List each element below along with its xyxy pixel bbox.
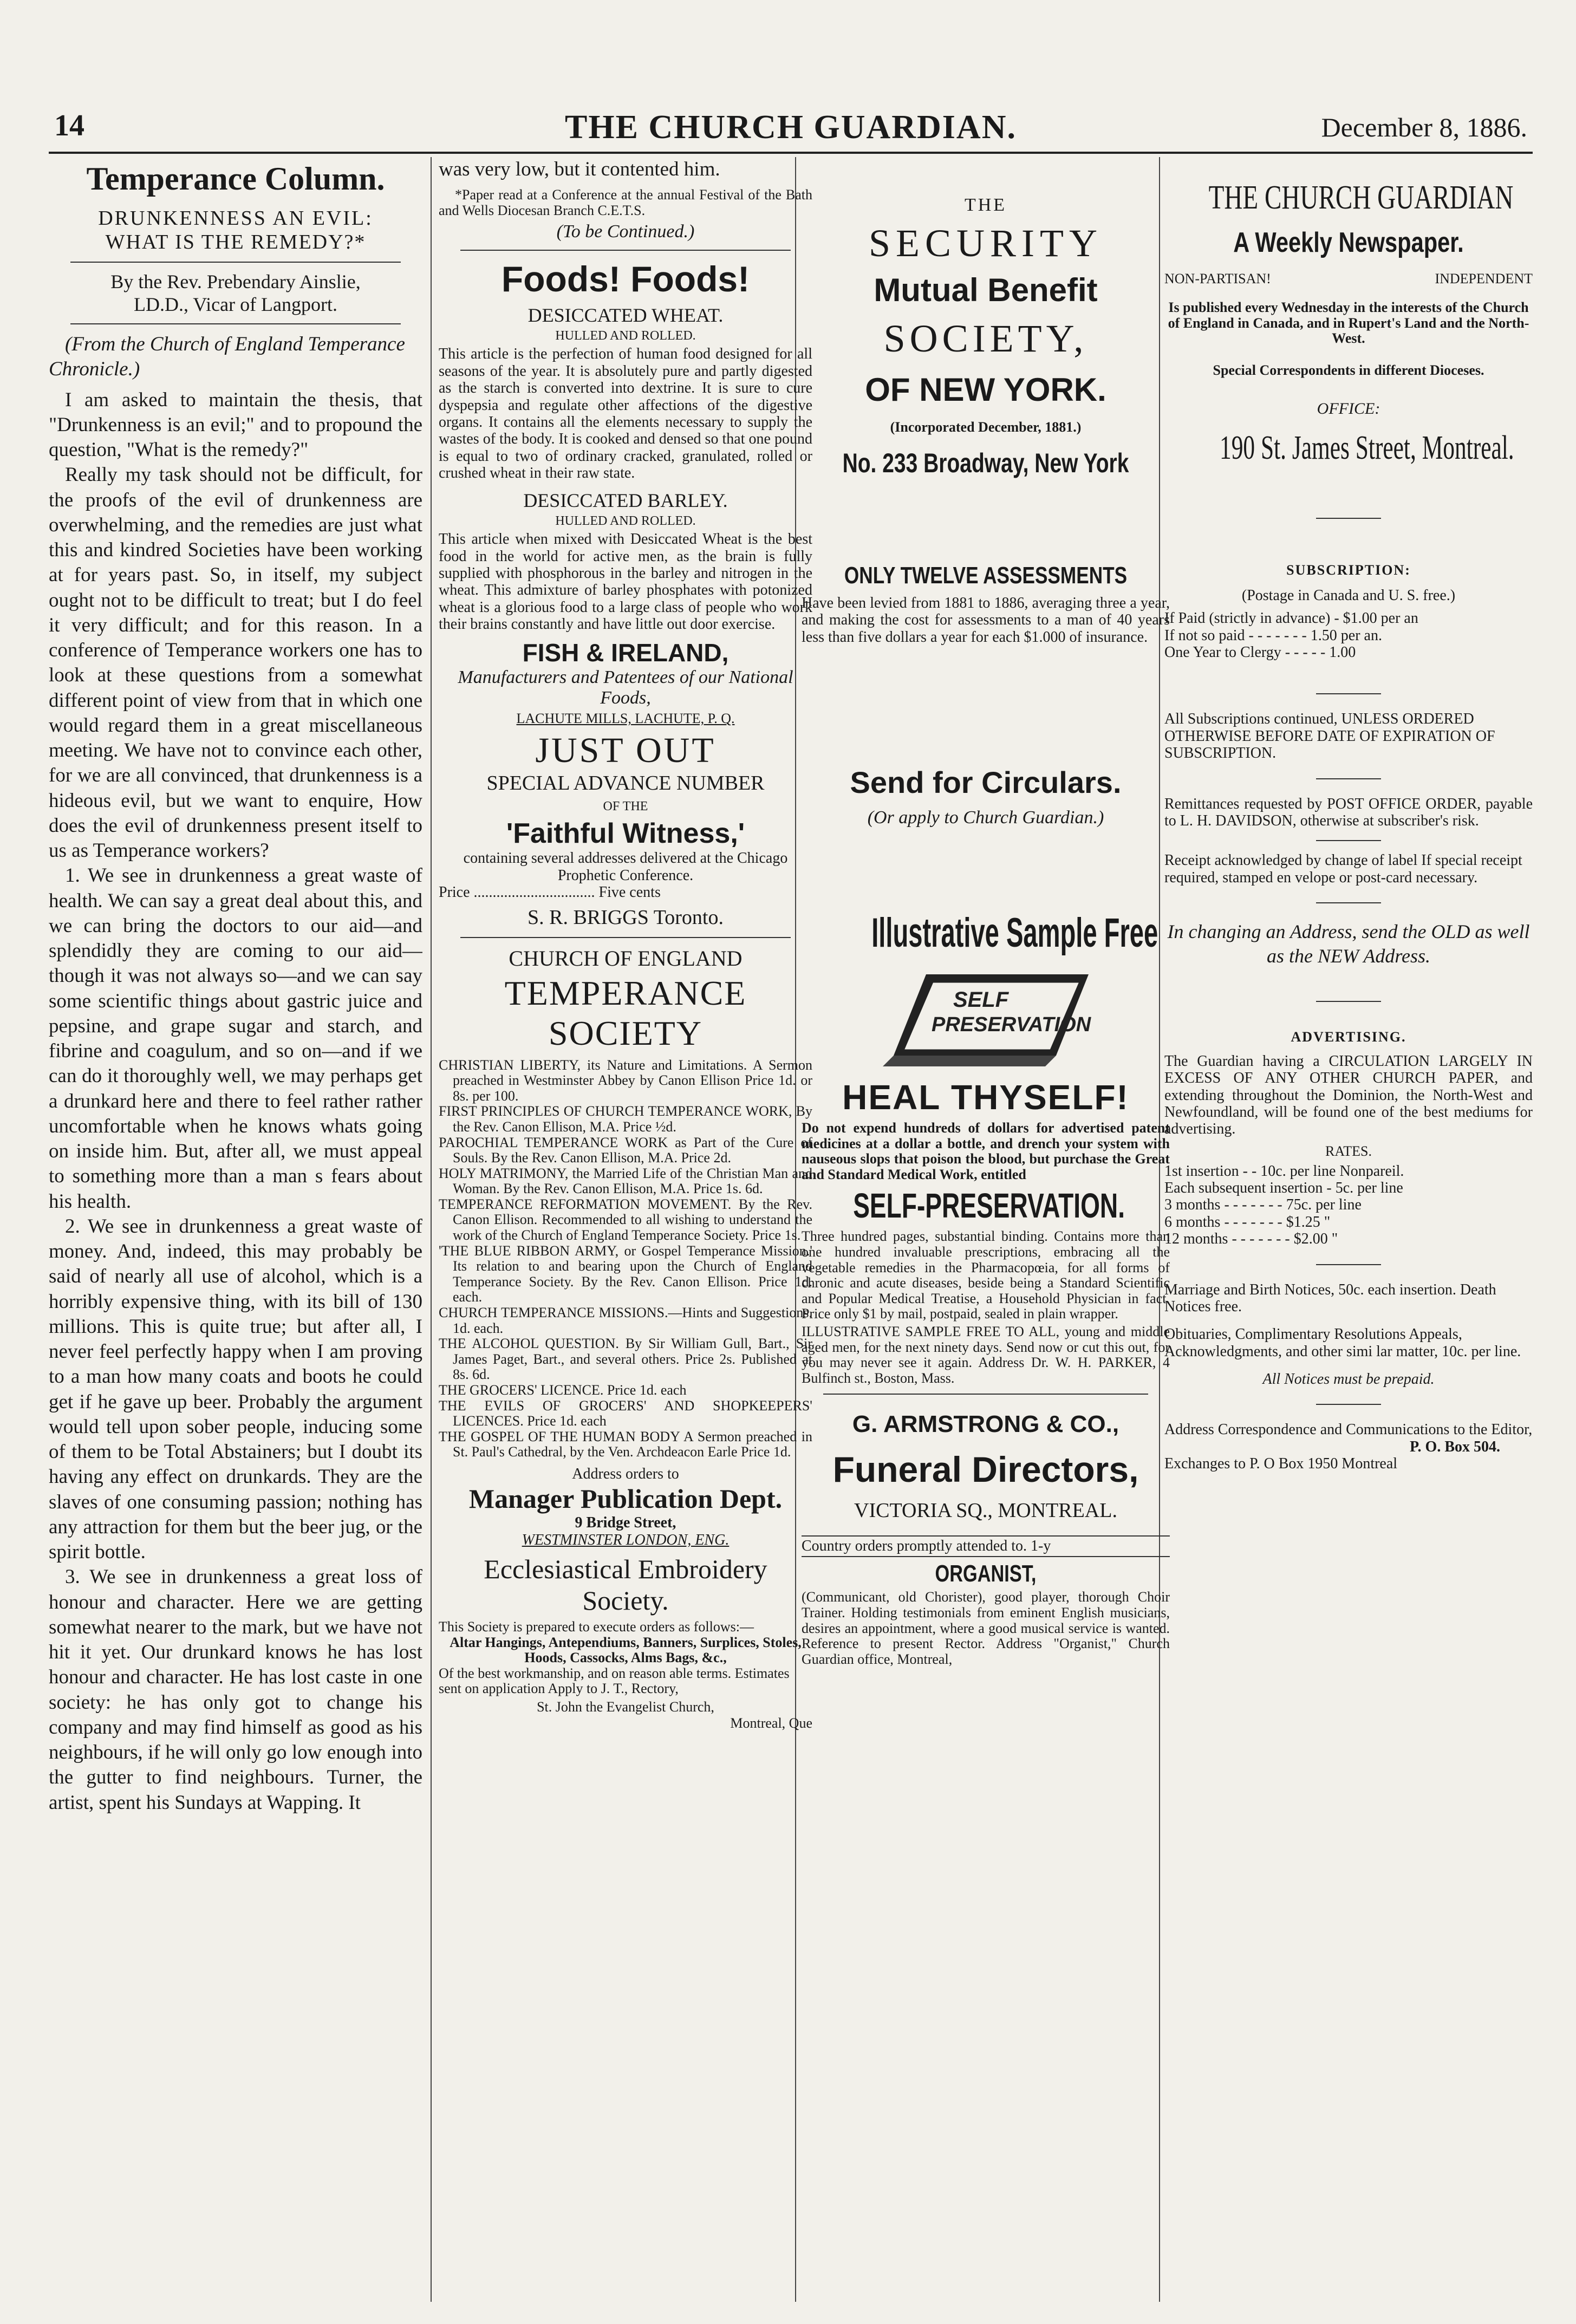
faithful-witness-heading: 'Faithful Witness,' xyxy=(506,818,745,850)
fish-ireland-address: LACHUTE MILLS, LACHUTE, P. Q. xyxy=(516,711,735,727)
bridge-street: 9 Bridge Street, xyxy=(575,1514,676,1531)
book-title-line-2: PRESERVATION xyxy=(932,1013,1091,1037)
marriage-notices-text: Marriage and Birth Notices, 50c. each insertion. Death Notices free. xyxy=(1164,1281,1496,1315)
masthead-rule xyxy=(49,152,1533,154)
masthead xyxy=(54,108,1527,146)
footnote: *Paper read at a Conference at the annual Festival of the Bath and Wells Diocesan Branch C.E.T.S. xyxy=(439,187,812,218)
article-paragraph: Really my task should not be difficult, for the proofs of the evil of drunkenness are overwhelming, and the remedies are just what this and kindred Societies have been working at for years past. So, in itself, my subject ought not to be difficult to treat; but I do feel it very difficult; and for this reason. In a conference of Temperance workers one has to look at these questions from a somewhat different point of view from that in which one would regard them in a great miscellaneous meeting. We have not to convince each other, for we are all convinced, that drunkenness is a hideous evil, but we want to enquire, How does the evil of drunkenness present itself to us as Temperance workers? xyxy=(49,464,422,862)
wheat-subheading: HULLED AND ROLLED. xyxy=(555,329,696,343)
organist-text: (Communicant, old Chorister), good player, thorough Choir Trainer. Holding testimonials from eminent English musicians, desires an appointment, where a good musical service is wanted. Reference to present Rector. Address "Organist," Church Guardian office, Montreal, xyxy=(802,1589,1170,1667)
sample-text: ILLUSTRATIVE SAMPLE FREE TO ALL, young and middle aged men, for the next ninety days. Send now or cut this out, for you may never see it again. Address Dr. W. H. PARKER, 4 Bulfinch st., Boston, Mass. xyxy=(802,1324,1170,1386)
temperance-society-heading: TEMPERANCE SOCIETY xyxy=(504,973,747,1052)
divider xyxy=(1316,1001,1381,1002)
article-title-2: WHAT IS THE REMEDY?* xyxy=(105,231,366,253)
rates-heading: RATES. xyxy=(1325,1143,1372,1159)
office-label: OFFICE: xyxy=(1317,400,1380,418)
embroidery-city: Montreal, Que xyxy=(730,1715,812,1731)
list-item: THE GROCERS' LICENCE. Price 1d. each xyxy=(439,1382,687,1398)
security-heading: SECURITY xyxy=(868,222,1103,265)
fish-ireland-heading: FISH & IRELAND, xyxy=(522,639,729,667)
organist-heading: ORGANIST, xyxy=(935,1560,1037,1587)
embroidery-church: St. John the Evangelist Church, xyxy=(537,1698,714,1715)
just-out-heading: JUST OUT xyxy=(535,731,716,771)
embroidery-text-2: Of the best workmanship, and on reason able terms. Estimates sent on application Apply to J. T., Rectory, xyxy=(439,1665,790,1697)
incorporated-label: (Incorporated December, 1881.) xyxy=(890,419,1082,435)
column-security-society xyxy=(802,157,1170,2302)
author-line-1: By the Rev. Prebendary Ainslie, xyxy=(110,271,361,292)
barley-heading: DESICCATED BARLEY. xyxy=(523,490,728,512)
rate-row: If not so paid - - - - - - - 1.50 per an. xyxy=(1164,627,1382,644)
apply-text: (Or apply to Church Guardian.) xyxy=(867,808,1104,828)
of-the-label: OF THE xyxy=(603,799,648,814)
advertising-rates xyxy=(1164,1163,1533,1248)
column-paper-info xyxy=(1164,157,1533,2302)
issue-date: December 8, 1886. xyxy=(1321,112,1527,142)
article-paragraph: 3. We see in drunkenness a great loss of honour and character. Here we are getting somewhat nearer to the mark, but we have not hit it yet. Our drunkard knows he has lost honour and character. He has lost caste in one society: he has only got to change his company and may find himself as good as his neighbours, if he will only go low enough into the gutter to find neighbours. Turner, the artist, spent his Sundays at Wapping. It xyxy=(49,1566,422,1814)
newspaper-title: THE CHURCH GUARDIAN. xyxy=(565,109,1017,146)
list-item: FIRST PRINCIPLES OF CHURCH TEMPERANCE WORK, By the Rev. Canon Ellison, M.A. Price ½d. xyxy=(439,1103,812,1135)
barley-text: This article when mixed with Desiccated Wheat is the best food in the world for active men, as the brain is fully supplied with phosphorous in the barley and nitrogen in the wheat. This admixture of barley phosphates with potonized wheat is a glorious food to a large class of people who work their brains constantly and have little out door exercise. xyxy=(439,531,812,633)
column-temperance xyxy=(49,157,422,2302)
list-item: THE GOSPEL OF THE HUMAN BODY A Sermon preached in St. Paul's Cathedral, by the Ven. Archdeacon Earle Price 1d. xyxy=(439,1428,812,1460)
article-paragraph: 1. We see in drunkenness a great waste of health. We can say a great deal about this, and we can bring the doctors to our aid—and splendidly they are coming to our aid—though it was not always so—and we can say some scientific things about gastric juice and pepsine, and grape sugar and starch, and fibrine and coagulum, and so on—and if we can do it thoroughly well, we may perhaps get a drunkard here and there to feel rather rather uncomfortable when he knows whats going on inside him. But, after all, we must appeal to something more than a man s fears about his health. xyxy=(49,864,422,1213)
article-paragraph: I am asked to maintain the thesis, that "Drunkenness is an evil;" and to propound the question, "What is the remedy?" xyxy=(49,388,422,461)
article-title-1: DRUNKENNESS AN EVIL: xyxy=(98,207,373,230)
embroidery-items: Altar Hangings, Antependiums, Banners, Surplices, Stoles, Hoods, Cassocks, Alms Bags, &c., xyxy=(450,1634,802,1666)
the-label: THE xyxy=(964,195,1007,215)
wheat-text: This article is the perfection of human food designed for all seasons of the year. It is absolutely pure and partly digested as the starch is converted into dextrine. It is sure to cure dyspepsia and regulate other affections of the digestive organs. It contains all the elements necessary to supply the wastes of the body. It is cooked and densed so that one pound is equal to two of ordinary cracked, granulated, rolled or crushed wheat in their raw state. xyxy=(439,346,812,481)
heal-thyself-heading: HEAL THYSELF! xyxy=(842,1078,1129,1117)
po-box: P. O. Box 504. xyxy=(1410,1438,1500,1455)
divider xyxy=(460,937,791,938)
rate-row: 12 months - - - - - - - $2.00 " xyxy=(1164,1231,1338,1248)
subscription-heading: SUBSCRIPTION: xyxy=(1286,562,1411,578)
rate-row: One Year to Clergy - - - - - 1.00 xyxy=(1164,644,1356,661)
self-preservation-text: Three hundred pages, substantial binding. Contains more than one hundred invaluable prescriptions, embracing all the vegetable remedies in the Pharmacopœia, for all forms of chronic and acute diseases, beside being a Standard Scientific and Popular Medical Treatise, a Household Physician in fact. Price only $1 by mail, postpaid, sealed in plain wrapper. xyxy=(802,1228,1170,1322)
book-illustration xyxy=(872,964,1099,1072)
westminster-line: WESTMINSTER LONDON, ENG. xyxy=(522,1531,730,1548)
victoria-address: VICTORIA SQ., MONTREAL. xyxy=(854,1499,1117,1522)
advertising-heading: ADVERTISING. xyxy=(1291,1028,1406,1045)
to-be-continued: (To be Continued.) xyxy=(556,222,695,242)
barley-subheading: HULLED AND ROLLED. xyxy=(555,514,696,529)
divider xyxy=(823,1394,1148,1395)
nonpartisan-label: NON-PARTISAN! xyxy=(1164,271,1271,287)
divider xyxy=(70,262,401,263)
book-title-line-1: SELF xyxy=(953,988,1009,1012)
heal-text: Do not expend hundreds of dollars for advertised patent medicines at a dollar a bottle, and drench your system with nauseous slops that poison the blood, but purchase the Great and Standard Medical Work, entitled xyxy=(802,1120,1170,1182)
list-item: HOLY MATRIMONY, the Married Life of the Christian Man and Woman. By the Rev. Canon Ellison, M.A. Price 1s. 6d. xyxy=(439,1165,812,1197)
assessments-text: Have been levied from 1881 to 1886, averaging three a year, and making the cost for assessments to a man of 40 years less than five dollars a year for each $1.000 of insurance. xyxy=(802,595,1170,646)
coe-heading: CHURCH OF ENGLAND xyxy=(509,946,743,971)
section-title: Temperance Column. xyxy=(86,161,385,197)
list-item: CHURCH TEMPERANCE MISSIONS.—Hints and Suggestions. 1d. each. xyxy=(439,1305,812,1336)
society-heading: SOCIETY, xyxy=(883,317,1088,360)
divider xyxy=(1316,1264,1381,1265)
briggs-imprint: S. R. BRIGGS Toronto. xyxy=(527,906,724,929)
column-divider xyxy=(431,157,432,2302)
postage-note: (Postage in Canada and U. S. free.) xyxy=(1241,587,1456,604)
illustrative-heading: Illustrative Sample Free xyxy=(871,910,1158,956)
divider xyxy=(1316,778,1381,779)
address-correspondence-text: Address Correspondence and Communications to the Editor, xyxy=(1164,1421,1533,1438)
divider xyxy=(1316,840,1381,841)
remittances-text: Remittances requested by POST OFFICE ORDER, payable to L. H. DAVIDSON, otherwise at subscriber's risk. xyxy=(1164,795,1533,829)
armstrong-heading: G. ARMSTRONG & CO., xyxy=(852,1411,1119,1438)
publications-list xyxy=(439,1058,812,1460)
faithful-witness-price: Price ................................ Five cents xyxy=(439,884,661,901)
fish-ireland-subheading: Manufacturers and Patentees of our National Foods, xyxy=(458,667,793,708)
independent-label: INDEPENDENT xyxy=(1435,271,1533,287)
prepaid-text: All Notices must be prepaid. xyxy=(1262,1371,1435,1388)
article-paragraph: 2. We see in drunkenness a great waste of money. And, indeed, this may probably be said of nearly all use of alcohol, which is a horribly expensive thing, with its bill of 130 millions. This is quite true; but after all, I never feel perfectly happy when I am proving to a man how many coats and boots he could get if he gave up beer. Probably the argument would tell upon sober people, inducing some of them to be Total Abstainers; but I doubt its having any effect on drunkards. They are the slaves of one consuming passion; nothing has any attraction for them but the beer jug, or the spirit bottle. xyxy=(49,1215,422,1563)
foods-heading: Foods! Foods! xyxy=(501,259,750,300)
article-source: (From the Church of England Temperance Chronicle.) xyxy=(49,333,405,381)
embroidery-heading: Ecclesiastical Embroidery Society. xyxy=(484,1553,767,1616)
address-orders-label: Address orders to xyxy=(572,1465,679,1482)
rate-row: 6 months - - - - - - - $1.25 " xyxy=(1164,1213,1331,1231)
divider xyxy=(460,250,791,251)
list-item: PAROCHIAL TEMPERANCE WORK as Part of the Cure of Souls. By the Rev. Canon Ellison, M.A. Price 2d. xyxy=(439,1134,812,1166)
published-text: Is published every Wednesday in the interests of the Church of England in Canada, and in Rupert's Land and the North-West. xyxy=(1168,300,1529,347)
divider xyxy=(1316,1404,1381,1405)
continued-text: was very low, but it contented him. xyxy=(439,158,720,180)
wheat-heading: DESICCATED WHEAT. xyxy=(527,304,724,327)
paper-title: THE CHURCH GUARDIAN xyxy=(1208,179,1514,216)
column-advertisements xyxy=(439,157,812,2302)
society-address: No. 233 Broadway, New York xyxy=(842,448,1129,478)
rate-row: 3 months - - - - - - - 75c. per line xyxy=(1164,1196,1362,1214)
list-item: 'THE BLUE RIBBON ARMY, or Gospel Temperance Mission.' Its relation to and bearing upon the Church of England Temperance Society. By the Rev. Canon Ellison. Price 1d. each. xyxy=(439,1242,812,1305)
advertising-text: The Guardian having a CIRCULATION LARGELY IN EXCESS OF ANY OTHER CHURCH PAPER, and extending throughout the Dominion, the North-West and Newfoundland, will be found one of the best mediums for advertising. xyxy=(1164,1052,1533,1138)
correspondents-text: Special Correspondents in different Dioceses. xyxy=(1213,362,1484,378)
self-preservation-heading: SELF-PRESERVATION. xyxy=(853,1186,1125,1226)
page-number: 14 xyxy=(54,109,84,142)
list-item: TEMPERANCE REFORMATION MOVEMENT. By the Rev. Canon Ellison. Recommended to all wishing to understand the work of the Church of England Temperance Society. Price 1s. xyxy=(439,1196,812,1244)
special-number-heading: SPECIAL ADVANCE NUMBER xyxy=(486,772,765,795)
twelve-assessments-heading: ONLY TWELVE ASSESSMENTS xyxy=(844,562,1128,589)
rate-row: 1st insertion - - 10c. per line Nonpareil. xyxy=(1164,1162,1404,1180)
divider xyxy=(70,323,401,324)
author-line-2: LD.D., Vicar of Langport. xyxy=(133,294,338,315)
divider xyxy=(1316,518,1381,519)
new-york-heading: OF NEW YORK. xyxy=(865,372,1106,408)
subscription-rates xyxy=(1164,610,1533,661)
rate-row: If Paid (strictly in advance) - $1.00 per an xyxy=(1164,610,1418,627)
mutual-benefit-heading: Mutual Benefit xyxy=(874,272,1098,308)
exchanges-text: Exchanges to P. O Box 1950 Montreal xyxy=(1164,1455,1398,1473)
rate-row: Each subsequent insertion - 5c. per line xyxy=(1164,1180,1403,1197)
divider xyxy=(1316,693,1381,694)
send-circulars-heading: Send for Circulars. xyxy=(850,765,1122,800)
weekly-heading: A Weekly Newspaper. xyxy=(1233,227,1464,258)
divider xyxy=(1316,902,1381,903)
list-item: THE ALCOHOL QUESTION. By Sir William Gull, Bart., Sir James Paget, Bart., and several others. Price 2s. Published at 8s. 6d. xyxy=(439,1336,812,1383)
office-address: 190 St. James Street, Montreal. xyxy=(1220,429,1514,467)
manager-heading: Manager Publication Dept. xyxy=(468,1483,783,1514)
obituaries-text: Obituaries, Complimentary Resolutions Appeals, Acknowledgments, and other simi lar matter, 10c. per line. xyxy=(1164,1326,1521,1360)
list-item: THE EVILS OF GROCERS' AND SHOPKEEPERS' LICENCES. Price 1d. each xyxy=(439,1397,812,1429)
changing-address-text: In changing an Address, send the OLD as well as the NEW Address. xyxy=(1167,920,1530,967)
faithful-witness-text: containing several addresses delivered at the Chicago Prophetic Conference. xyxy=(463,850,788,884)
embroidery-text: This Society is prepared to execute orders as follows:— xyxy=(439,1618,754,1635)
receipt-text: Receipt acknowledged by change of label If special receipt required, stamped en velope or post-card necessary. xyxy=(1164,852,1522,886)
all-subscriptions-text: All Subscriptions continued, UNLESS ORDERED OTHERWISE BEFORE DATE OF EXPIRATION OF SUBSCRIPTION. xyxy=(1164,711,1495,762)
country-orders: Country orders promptly attended to. 1-y xyxy=(802,1535,1170,1557)
funeral-directors-heading: Funeral Directors, xyxy=(832,1449,1139,1490)
list-item: CHRISTIAN LIBERTY, its Nature and Limitations. A Sermon preached in Westminster Abbey by Canon Ellison Price 1d. or 8s. per 100. xyxy=(439,1057,812,1104)
